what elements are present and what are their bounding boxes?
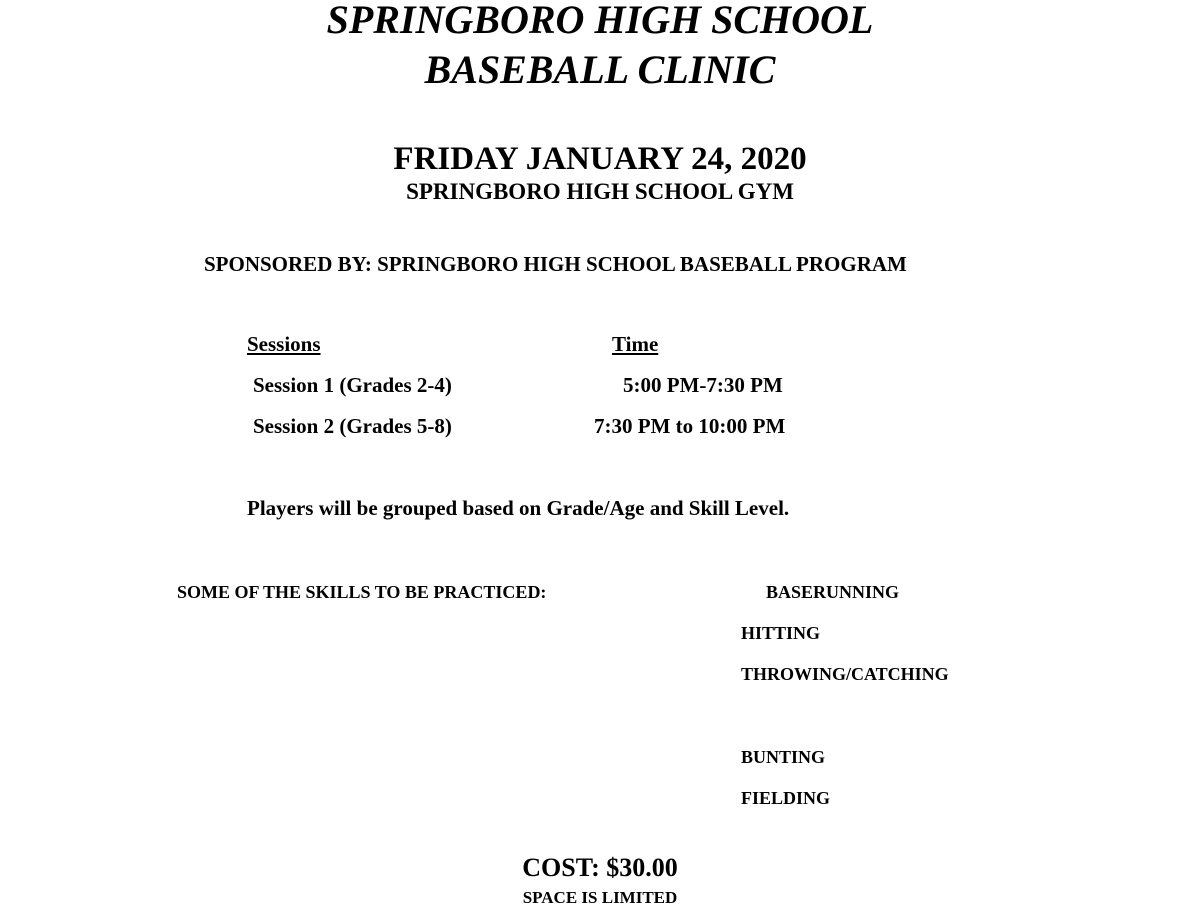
- session-name: Session 2 (Grades 5-8): [253, 414, 452, 438]
- grouping-note: Players will be grouped based on Grade/Age and Skill Level.: [247, 496, 790, 520]
- session-time: 5:00 PM-7:30 PM: [623, 373, 783, 397]
- event-date: FRIDAY JANUARY 24, 2020: [393, 141, 807, 177]
- time-column-header: Time: [612, 332, 659, 356]
- session-name: Session 1 (Grades 2-4): [253, 373, 452, 397]
- skill-item: THROWING/CATCHING: [741, 664, 949, 684]
- skill-item: HITTING: [741, 623, 821, 643]
- event-location: SPRINGBORO HIGH SCHOOL GYM: [406, 179, 794, 204]
- skill-item: BUNTING: [741, 747, 826, 767]
- sponsor-line: SPONSORED BY: SPRINGBORO HIGH SCHOOL BASEBALL PROGRAM: [204, 252, 907, 276]
- skill-item: FIELDING: [741, 788, 831, 808]
- space-limited-note: SPACE IS LIMITED: [522, 888, 678, 907]
- flyer-title-line-1: SPRINGBORO HIGH SCHOOL: [326, 0, 874, 42]
- flyer-title-line-2: BASEBALL CLINIC: [424, 47, 776, 92]
- cost-line: COST: $30.00: [522, 853, 678, 882]
- session-time: 7:30 PM to 10:00 PM: [594, 414, 786, 438]
- skills-label: SOME OF THE SKILLS TO BE PRACTICED:: [177, 582, 547, 602]
- skill-item: BASERUNNING: [766, 582, 900, 602]
- sessions-column-header: Sessions: [247, 332, 321, 356]
